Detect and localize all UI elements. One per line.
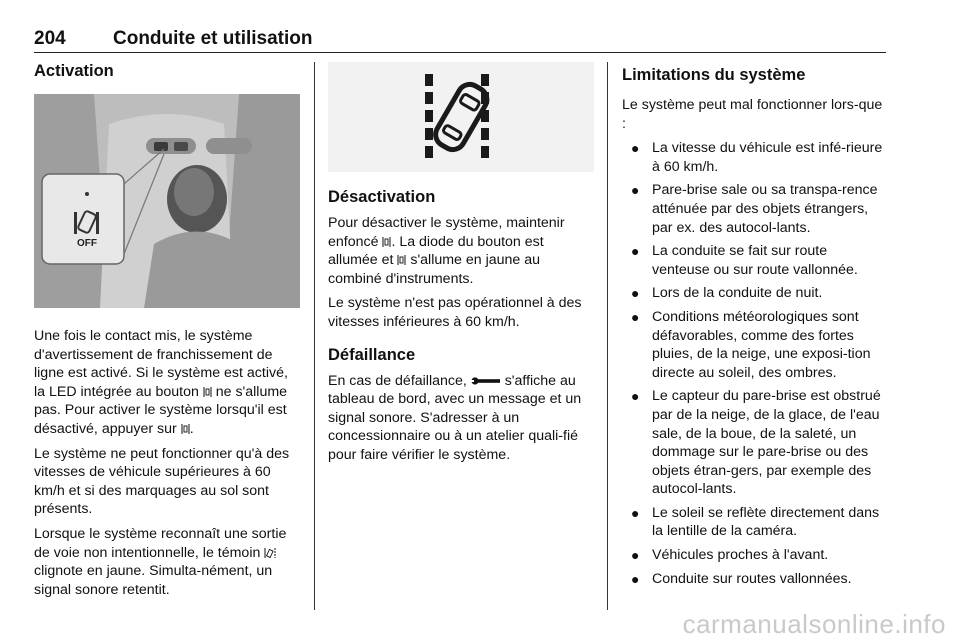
lane-departure-warning-icon <box>264 547 276 559</box>
page-header <box>34 28 886 52</box>
chapter-title: Conduite et utilisation <box>113 28 313 49</box>
list-item: ● Conduite sur routes vallonnées. <box>631 570 852 587</box>
malfunction-heading: Défaillance <box>328 345 416 364</box>
list-item: ● Lors de la conduite de nuit. <box>631 285 823 302</box>
deactivation-paragraph-1: Pour désactiver le système, maintenir enfoncé . La diode du bouton est allumée et s'allume en jaune au combiné d'instruments. <box>328 215 565 287</box>
watermark: carmanualsonline.info <box>682 609 946 639</box>
list-item: ● Véhicules proches à l'avant. <box>631 547 829 564</box>
console-button-photo <box>34 94 300 308</box>
limitations-list <box>622 139 888 588</box>
column-activation <box>34 60 300 599</box>
list-item: ● Le soleil se reflète directement dans la lentille de la caméra. <box>631 504 880 540</box>
deactivation-paragraph-2: Le système n'est pas opérationnel à des vitesses inférieures à 60 km/h. <box>328 295 582 330</box>
lane-switch-icon <box>203 386 212 398</box>
list-item: ● Pare-brise sale ou sa transpa-rence atténuée par des objets étrangers, par ex. des autocol-lants. <box>631 182 878 236</box>
column-divider-2 <box>607 62 608 610</box>
activation-paragraph-1: Une fois le contact mis, le système d'avertissement de franchissement de ligne est activé. Si le système est activé, la LED intégrée au bouton ne s'allume pas. Pour activer le système lorsqu'il est désactivé, appuyer sur . <box>34 328 288 437</box>
svg-text:OFF: OFF <box>77 238 97 249</box>
page-number: 204 <box>34 28 66 49</box>
lane-departure-symbol-figure <box>328 62 594 172</box>
lane-switch-icon <box>181 423 190 435</box>
activation-paragraph-2: Le système ne peut fonctionner qu'à des vitesses de véhicule supérieures à 60 km/h et si des marquages au sol sont présents. <box>34 445 290 518</box>
list-item: ● La vitesse du véhicule est infé-rieure à 60 km/h. <box>631 140 883 175</box>
list-item: ● Conditions météorologiques sont défavorables, comme des fortes pluies, de la neige, une exposi-tion directe au soleil, des ombres. <box>631 308 871 381</box>
malfunction-paragraph: En cas de défaillance, s'affiche au tableau de bord, avec un message et un signal sonore. S'adresser à un concessionnaire ou à un atelier quali-fié pour faire vérifier le système. <box>328 372 582 463</box>
list-item: ● La conduite se fait sur route venteuse ou sur route vallonnée. <box>631 243 858 278</box>
header-rule <box>34 52 886 53</box>
activation-heading: Activation <box>34 62 114 80</box>
list-item: ● Le capteur du pare-brise est obstrué par de la neige, de la glace, de l'eau sale, de la boue, de la saleté, un dommage sur le pare-brise ou des objets étran-gers, par exemple des autocol-lants. <box>631 388 881 498</box>
deactivation-heading: Désactivation <box>328 188 436 206</box>
column-deactivation <box>328 186 594 465</box>
activation-paragraph-3: Lorsque le système reconnaît une sortie de voie non intentionnelle, le témoin clignote en jaune. Simulta-nément, un signal sonore retentit. <box>34 525 287 598</box>
limitations-heading: Limitations du système <box>622 66 806 84</box>
wrench-icon <box>471 375 501 387</box>
limitations-intro: Le système peut mal fonctionner lors-que : <box>622 97 883 132</box>
column-limitations <box>622 64 888 593</box>
column-divider-1 <box>314 62 315 610</box>
